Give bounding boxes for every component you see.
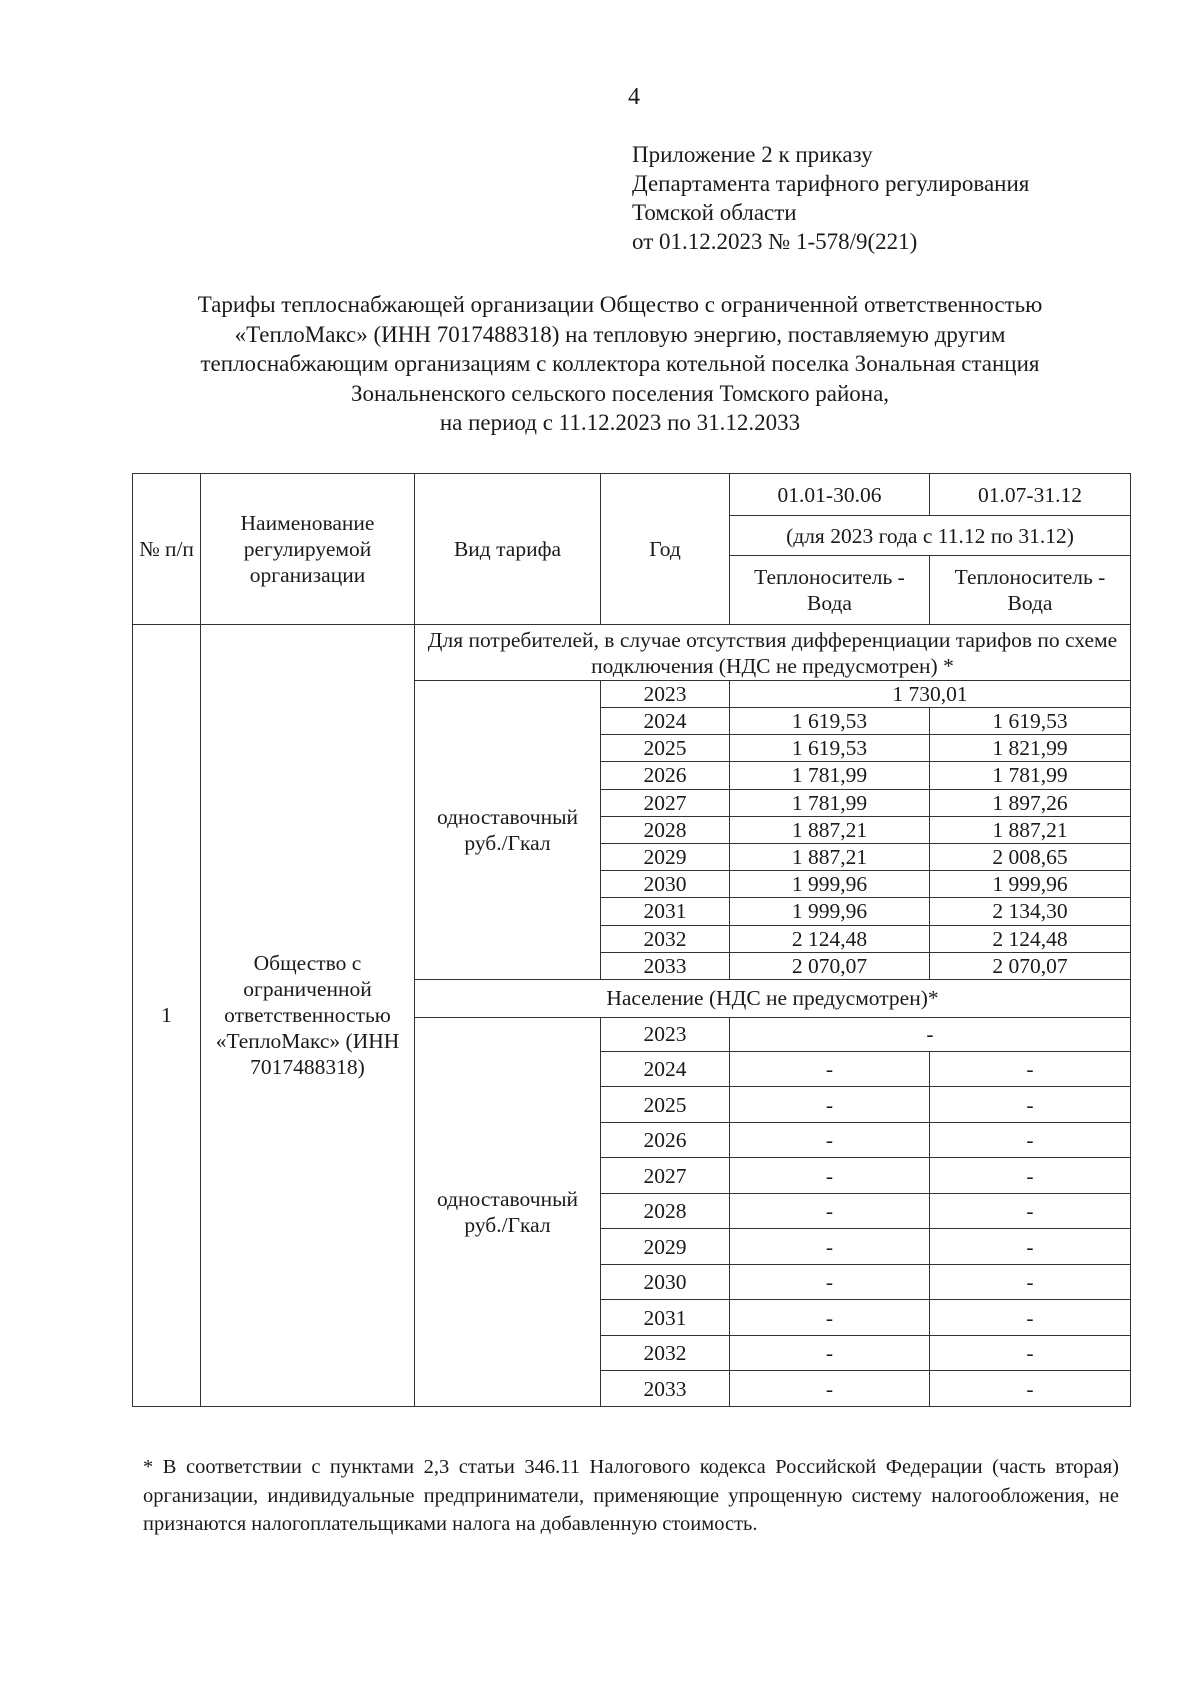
year-cell: 2027	[601, 1158, 730, 1194]
year-cell: 2031	[601, 1300, 730, 1336]
value-cell-h2: 1 821,99	[930, 735, 1131, 762]
value-cell-h1: -	[730, 1264, 930, 1300]
year-cell: 2023	[601, 681, 730, 708]
value-cell-h1: -	[730, 1051, 930, 1087]
value-cell-h2: -	[930, 1158, 1131, 1194]
value-cell-h1: 2 124,48	[730, 925, 930, 952]
header-type: Вид тарифа	[415, 474, 601, 625]
value-cell-h2: -	[930, 1300, 1131, 1336]
value-cell-h2: 1 781,99	[930, 762, 1131, 789]
appendix-line: от 01.12.2023 № 1-578/9(221)	[632, 229, 918, 254]
document-title	[120, 290, 1120, 438]
value-cell-h2: -	[930, 1193, 1131, 1229]
value-cell-merged: 1 730,01	[730, 681, 1131, 708]
year-cell: 2026	[601, 762, 730, 789]
page-number: 4	[628, 84, 640, 110]
appendix-line: Приложение 2 к приказу	[632, 142, 873, 167]
year-cell: 2030	[601, 1264, 730, 1300]
value-cell-h2: 2 070,07	[930, 952, 1131, 979]
section1-title: Для потребителей, в случае отсутствия дифференциации тарифов по схеме подключения (НДС не предусмотрен) *	[415, 625, 1131, 681]
value-cell-h2: -	[930, 1051, 1131, 1087]
value-cell-h1: 1 781,99	[730, 789, 930, 816]
header-period-1: 01.01-30.06	[730, 474, 930, 516]
section1-tariff-type: одноставочный руб./Гкал	[415, 681, 601, 980]
value-cell-h2: 1 619,53	[930, 708, 1131, 735]
value-cell-h1: 1 999,96	[730, 898, 930, 925]
value-cell-h2: 1 897,26	[930, 789, 1131, 816]
value-cell-h1: 1 619,53	[730, 708, 930, 735]
year-cell: 2025	[601, 1087, 730, 1123]
value-cell-h2: 1 999,96	[930, 871, 1131, 898]
year-cell: 2033	[601, 1371, 730, 1407]
value-cell-h2: 2 008,65	[930, 843, 1131, 870]
value-cell-h1: 1 999,96	[730, 871, 930, 898]
tariffs-table	[132, 473, 1131, 1407]
title-line: «ТеплоМакс» (ИНН 7017488318) на тепловую энергию, поставляемую другим	[234, 321, 1006, 347]
value-cell-h2: -	[930, 1229, 1131, 1265]
value-cell-h2: -	[930, 1087, 1131, 1123]
value-cell-h1: -	[730, 1193, 930, 1229]
org-name: Общество с ограниченной ответственностью «ТеплоМакс» (ИНН 7017488318)	[201, 625, 415, 1407]
title-line: на период с 11.12.2023 по 31.12.2033	[439, 410, 801, 435]
year-cell: 2026	[601, 1122, 730, 1158]
year-cell: 2025	[601, 735, 730, 762]
year-cell: 2029	[601, 1229, 730, 1265]
year-cell: 2033	[601, 952, 730, 979]
value-cell-h2: -	[930, 1335, 1131, 1371]
title-line: Тарифы теплоснабжающей организации Общество с ограниченной ответственностью	[197, 292, 1043, 317]
row-number: 1	[133, 625, 201, 1407]
footnote: * В соответствии с пунктами 2,3 статьи 346.11 Налогового кодекса Российской Федерации (часть вторая) организации, индивидуальные предприниматели, применяющие упрощенную систему налогообложения, не признаются налогоплательщиками налога на добавленную стоимость.	[143, 1456, 1119, 1535]
value-cell-h1: -	[730, 1122, 930, 1158]
year-cell: 2031	[601, 898, 730, 925]
title-line: теплоснабжающим организациям с коллектора котельной поселка Зональная станция	[200, 351, 1040, 376]
year-cell: 2023	[601, 1017, 730, 1051]
value-cell-h1: 2 070,07	[730, 952, 930, 979]
year-cell: 2027	[601, 789, 730, 816]
year-cell: 2024	[601, 708, 730, 735]
value-cell-h2: -	[930, 1264, 1131, 1300]
appendix-block	[632, 140, 1029, 256]
year-cell: 2028	[601, 816, 730, 843]
value-cell-h2: 2 124,48	[930, 925, 1131, 952]
header-org: Наименование регулируемой организации	[201, 474, 415, 625]
value-cell-merged: -	[730, 1017, 1131, 1051]
header-period-2: 01.07-31.12	[930, 474, 1131, 516]
value-cell-h2: -	[930, 1122, 1131, 1158]
header-carrier-1: Теплоноситель - Вода	[730, 556, 930, 625]
value-cell-h1: -	[730, 1300, 930, 1336]
value-cell-h1: 1 781,99	[730, 762, 930, 789]
value-cell-h1: -	[730, 1229, 930, 1265]
value-cell-h2: 2 134,30	[930, 898, 1131, 925]
value-cell-h1: -	[730, 1087, 930, 1123]
value-cell-h1: 1 887,21	[730, 843, 930, 870]
year-cell: 2032	[601, 925, 730, 952]
section2-tariff-type: одноставочный руб./Гкал	[415, 1017, 601, 1406]
value-cell-h2: 1 887,21	[930, 816, 1131, 843]
year-cell: 2030	[601, 871, 730, 898]
appendix-line: Департамента тарифного регулирования	[632, 171, 1030, 196]
value-cell-h1: 1 619,53	[730, 735, 930, 762]
header-carrier-2: Теплоноситель - Вода	[930, 556, 1131, 625]
year-cell: 2032	[601, 1335, 730, 1371]
table-row	[133, 625, 1131, 681]
value-cell-h1: -	[730, 1158, 930, 1194]
header-period-note: (для 2023 года с 11.12 по 31.12)	[730, 516, 1131, 556]
section2-title: Население (НДС не предусмотрен)*	[415, 979, 1131, 1017]
header-year: Год	[601, 474, 730, 625]
value-cell-h1: -	[730, 1371, 930, 1407]
year-cell: 2024	[601, 1051, 730, 1087]
year-cell: 2029	[601, 843, 730, 870]
value-cell-h1: 1 887,21	[730, 816, 930, 843]
appendix-line: Томской области	[632, 200, 797, 225]
value-cell-h2: -	[930, 1371, 1131, 1407]
value-cell-h1: -	[730, 1335, 930, 1371]
title-line: Зональненского сельского поселения Томского района,	[350, 380, 890, 406]
year-cell: 2028	[601, 1193, 730, 1229]
header-num: № п/п	[133, 474, 201, 625]
